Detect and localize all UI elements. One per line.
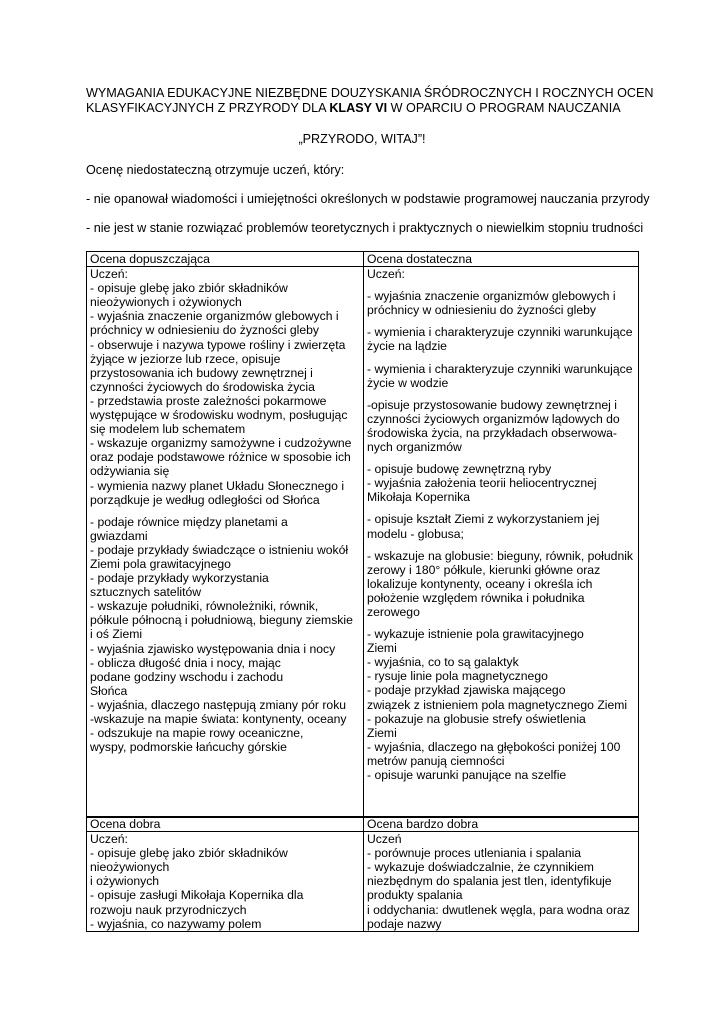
program-title: „PRZYRODO, WITAJ”! <box>298 132 426 146</box>
requirement-line: próchnicy w odniesieniu do żyzności gleby <box>367 303 596 318</box>
line-spacer <box>90 507 360 515</box>
intro-item-1: - nie opanował wiadomości i umiejętności określonych w podstawie programowej nauczania przyrody <box>86 192 650 206</box>
requirement-line: -wskazuje na mapie świata: kontynenty, oceany <box>90 712 347 726</box>
requirement-line: nieożywionych <box>90 860 170 875</box>
requirement-line: -opisuje przystosowanie budowy zewnętrznej i <box>367 397 617 412</box>
requirement-line: i ożywionych <box>90 874 160 889</box>
requirement-line: - wskazuje organizmy samożywne i cudzożywne <box>90 436 352 451</box>
requirement-line: - opisuje glebę jako zbiór składników <box>90 281 288 296</box>
requirement-line: podaje nazwy <box>367 916 442 931</box>
requirement-line: modelu - globusa; <box>367 526 464 541</box>
requirement-line: związek z istnieniem pola magnetycznego Ziemi <box>367 697 628 712</box>
cell-lead: Uczeń <box>367 832 402 847</box>
requirement-line: porządkuje je według odległości od Słońca <box>90 492 320 507</box>
cell-lead: Uczeń: <box>90 832 128 847</box>
requirement-line: - opisuje glebę jako zbiór składników <box>90 846 288 861</box>
requirement-line: występujące w środowisku wodnym, posługując <box>90 408 348 423</box>
block-spacer <box>367 541 635 549</box>
block-spacer <box>367 390 635 398</box>
requirement-line: półkule północną i południową, bieguny ziemskie <box>90 613 353 628</box>
block-spacer <box>367 454 635 462</box>
requirement-line: - wyjaśnia, co to są galaktyk <box>367 655 519 670</box>
requirement-line: - wykazuje istnienie pola grawitacyjnego <box>367 627 584 642</box>
cell-lead: Uczeń: <box>367 267 405 282</box>
block-spacer <box>367 317 635 325</box>
requirement-line: Ziemi pola grawitacyjnego <box>90 556 231 571</box>
block-spacer <box>367 281 635 289</box>
intro-lead: Ocenę niedostateczną otrzymuje uczeń, który: <box>86 163 345 177</box>
requirement-line: Słońca <box>90 683 128 698</box>
requirement-block <box>367 549 635 619</box>
requirement-line: położenie względem równika i południka <box>367 590 585 605</box>
requirement-line: - podaje przykład zjawiska mającego <box>367 683 566 698</box>
grades-table-1 <box>86 251 639 818</box>
requirements-list-dopuszczajaca <box>90 281 360 754</box>
header-cell-dobra: Ocena dobra <box>87 817 364 832</box>
requirement-line: przystosowania ich budowy zewnętrznej i <box>90 365 313 380</box>
requirement-line: metrów panują ciemności <box>367 753 505 768</box>
block-spacer <box>367 504 635 512</box>
document-title-line-2 <box>86 101 666 116</box>
header-cell-dopuszczajaca: Ocena dopuszczająca <box>87 252 364 267</box>
title-class-bold: KLASY VI <box>329 101 388 115</box>
requirement-line: oraz podaje podstawowe różnice w sposobie ich <box>90 450 351 465</box>
requirement-line: - pokazuje na globusie strefy oświetlenia <box>367 711 586 726</box>
requirement-line: i oddychania: dwutlenek węgla, para wodna oraz <box>367 902 630 917</box>
requirement-block <box>367 462 635 504</box>
requirement-line: czynności życiowych organizmów lądowych do <box>367 411 620 426</box>
requirement-line: - opisuje kształt Ziemi z wykorzystaniem jej <box>367 512 600 527</box>
requirement-line: odżywiania się <box>90 464 170 479</box>
document-title-line-1: WYMAGANIA EDUKACYJNE NIEZBĘDNE DOUZYSKANIA ŚRÓDROCZNYCH I ROCZNYCH OCEN <box>86 86 654 100</box>
header-cell-bardzo-dobra: Ocena bardzo dobra <box>364 817 639 832</box>
requirement-line: - wyjaśnia, co nazywamy polem <box>90 916 262 931</box>
requirement-line: - opisuje zasługi Mikołaja Kopernika dla <box>90 888 304 903</box>
requirement-block <box>367 627 635 782</box>
requirement-line: sztucznych satelitów <box>90 585 202 600</box>
requirement-line: - wyjaśnia, dlaczego na głębokości poniżej 100 <box>367 739 621 754</box>
requirements-list-bardzo-dobra <box>367 846 635 931</box>
requirement-line: życie na lądzie <box>367 339 447 354</box>
requirement-line: nieożywionych i ożywionych <box>90 295 242 310</box>
cell-dostateczna <box>364 267 639 818</box>
requirement-line: rozwoju nauk przyrodniczych <box>90 902 247 917</box>
requirement-line: nych organizmów <box>367 440 462 455</box>
requirement-line: - oblicza długość dnia i nocy, mając <box>90 655 281 670</box>
cell-dopuszczajaca <box>87 267 364 818</box>
requirement-line: gwiazdami <box>90 528 148 543</box>
requirement-line: - opisuje warunki panujące na szelfie <box>367 768 567 782</box>
intro-item-2: - nie jest w stanie rozwiązać problemów teoretycznych i praktycznych o niewielkim stopniu trudności <box>86 221 644 235</box>
requirement-line: - podaje równice między planetami a <box>90 514 288 529</box>
requirement-line: - podaje przykłady wykorzystania <box>90 571 269 586</box>
requirement-line: - wykazuje doświadczalnie, że czynnikiem <box>367 860 594 875</box>
requirement-line: wyspy, podmorskie łańcuchy górskie <box>90 740 287 755</box>
requirement-line: - wyjaśnia, dlaczego następują zmiany pór roku <box>90 697 347 712</box>
requirement-line: Mikołaja Kopernika <box>367 490 470 505</box>
requirement-line: podane godziny wschodu i zachodu <box>90 669 284 684</box>
requirement-line: - odszukuje na mapie rowy oceaniczne, <box>90 726 304 741</box>
requirement-line: - wymienia i charakteryzuje czynniki warunkujące <box>367 361 633 376</box>
requirement-line: produkty spalania <box>367 888 463 903</box>
title-text-c: W OPARCIU O PROGRAM NAUCZANIA <box>387 101 621 115</box>
requirement-line: Ziemi <box>367 641 397 656</box>
requirement-line: - wyjaśnia znaczenie organizmów glebowych i <box>367 289 616 304</box>
title-text-a: KLASYFIKACYJNYCH Z PRZYRODY DLA <box>86 101 330 115</box>
requirement-line: zerowy i 180° półkule, kierunki główne oraz <box>367 562 601 577</box>
requirement-block <box>367 325 635 353</box>
requirement-block <box>367 512 635 540</box>
requirement-line: - przedstawia proste zależności pokarmowe <box>90 393 327 408</box>
requirement-line: - rysuje linie pola magnetycznego <box>367 669 548 684</box>
requirement-line: - wyjaśnia znaczenie organizmów glebowych i <box>90 309 339 324</box>
header-cell-dostateczna: Ocena dostateczna <box>364 252 639 267</box>
requirement-line: zerowego <box>367 604 420 619</box>
requirement-line: - opisuje budowę zewnętrzną ryby <box>367 462 552 477</box>
requirement-line: środowiska życia, na przykładach obserwowa- <box>367 425 617 440</box>
requirement-line: - wyjaśnia zjawisko występowania dnia i nocy <box>90 641 336 656</box>
requirement-line: - podaje przykłady świadczące o istnieniu wokół <box>90 542 349 557</box>
requirement-line: się modelem lub schematem <box>90 422 246 437</box>
requirement-block <box>367 289 635 317</box>
requirements-list-dobra <box>90 846 360 931</box>
requirement-line: - wymienia nazwy planet Układu Słonecznego i <box>90 478 345 493</box>
requirement-line: Ziemi <box>367 725 397 740</box>
requirement-line: czynności życiowych do środowiska życia <box>90 379 315 394</box>
requirement-line: życie w wodzie <box>367 375 449 390</box>
requirement-line: - wyjaśnia założenia teorii heliocentrycznej <box>367 476 597 491</box>
cell-dobra <box>87 832 364 932</box>
requirement-line: lokalizuje kontynenty, oceany i określa ich <box>367 576 593 591</box>
block-spacer <box>367 354 635 362</box>
requirement-line: próchnicy w odniesieniu do żyzności gleby <box>90 323 319 338</box>
requirement-line: - wskazuje na globusie: bieguny, równik, południk <box>367 548 634 563</box>
requirements-list-dostateczna <box>367 281 635 782</box>
cell-lead: Uczeń: <box>90 267 128 282</box>
cell-bardzo-dobra <box>364 832 639 932</box>
requirement-block <box>367 362 635 390</box>
requirement-line: niezbędnym do spalania jest tlen, identyfikuje <box>367 874 612 889</box>
block-spacer <box>367 619 635 627</box>
requirement-line: żyjące w jeziorze lub rzece, opisuje <box>90 351 281 366</box>
requirement-line: - porównuje proces utleniania i spalania <box>367 846 582 861</box>
requirement-block <box>367 398 635 454</box>
requirement-line: - obserwuje i nazywa typowe rośliny i zwierzęta <box>90 337 346 352</box>
requirement-line: i oś Ziemi <box>90 627 143 642</box>
requirement-line: - wskazuje południki, równoleżniki, równik, <box>90 599 319 614</box>
requirement-line: - wymienia i charakteryzuje czynniki warunkujące <box>367 325 633 340</box>
grades-table-2 <box>86 816 639 932</box>
